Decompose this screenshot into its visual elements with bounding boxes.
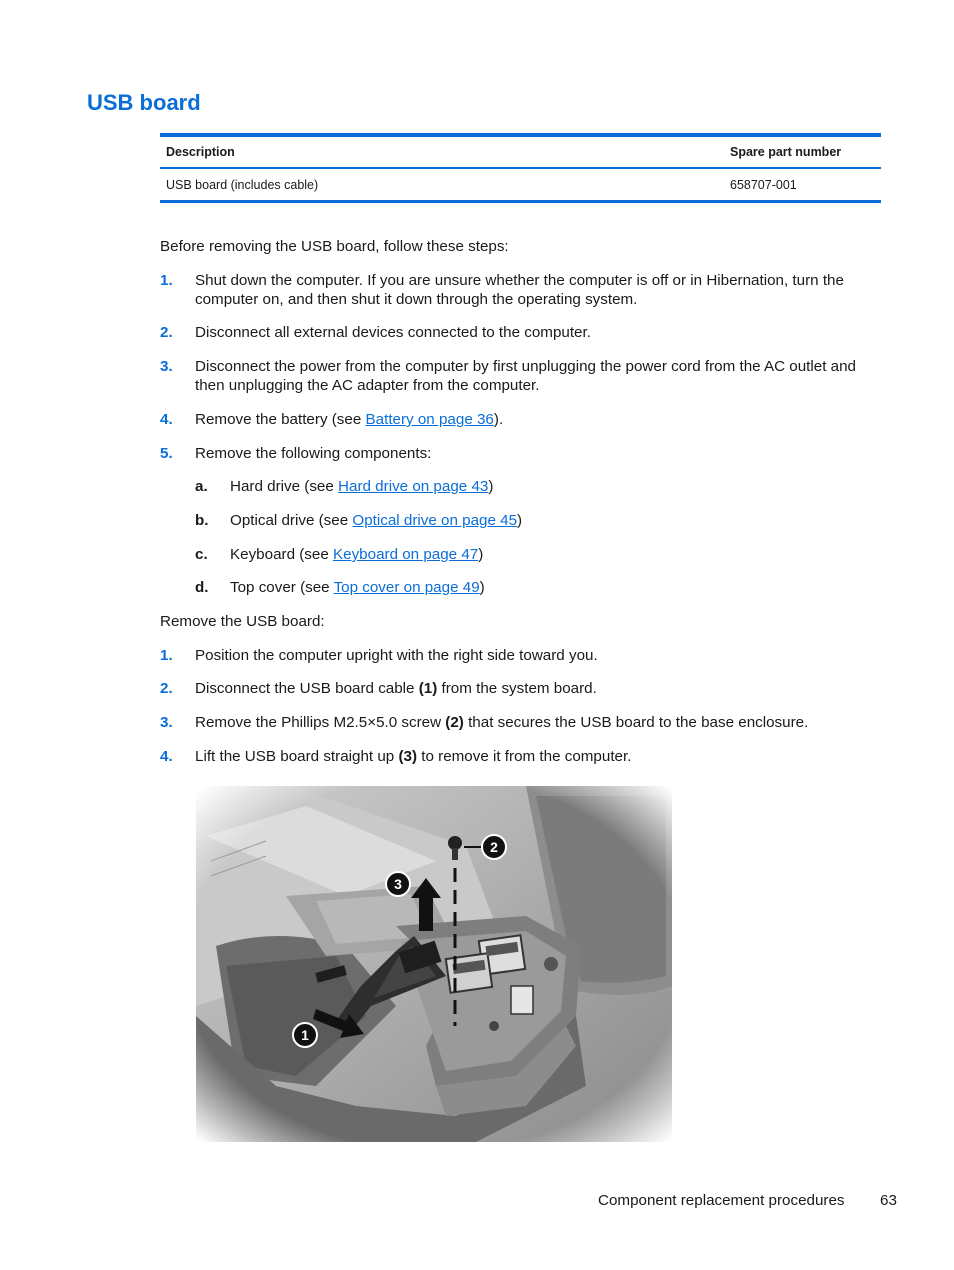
remove-intro-text: Remove the USB board: [160, 613, 325, 630]
component-item-a [195, 477, 875, 496]
sub-step-pre: Top cover (see [230, 579, 334, 596]
step-text [195, 713, 880, 732]
table-header-part-number: Spare part number [730, 145, 842, 159]
usb-board-removal-figure [196, 786, 672, 1142]
step-text: Remove the following components: [195, 445, 432, 462]
step-text-pre: Lift the USB board straight up [195, 748, 399, 765]
callout-1-label: 1 [301, 1027, 309, 1043]
callout-3 [386, 872, 410, 896]
table-header-row [160, 137, 881, 169]
sub-step-pre: Keyboard (see [230, 546, 333, 563]
remove-step-3 [160, 713, 880, 732]
keyboard-link[interactable]: Keyboard on page 47 [333, 546, 479, 563]
step-number: 3. [160, 358, 173, 375]
callout-1 [293, 1023, 317, 1047]
sub-step-pre: Optical drive (see [230, 512, 353, 529]
step-text: Shut down the computer. If you are unsure whether the computer is off or in Hibernation, turn the computer on, and then shut it down through the operating system. [195, 272, 844, 308]
intro-text: Before removing the USB board, follow these steps: [160, 238, 509, 255]
pre-step-1 [160, 271, 880, 309]
sub-step-post: ) [517, 512, 523, 529]
footer-page-number: 63 [880, 1192, 897, 1209]
sub-step-letter: b. [195, 512, 209, 529]
step-number: 4. [160, 411, 173, 428]
sub-step-letter: d. [195, 579, 209, 596]
sub-step-letter: c. [195, 546, 208, 563]
step-number: 2. [160, 324, 173, 341]
pre-step-3 [160, 357, 880, 395]
table-cell-description: USB board (includes cable) [166, 177, 319, 192]
hard-drive-link[interactable]: Hard drive on page 43 [338, 478, 489, 495]
step-text: Disconnect all external devices connected to the computer. [195, 324, 591, 341]
optical-drive-link[interactable]: Optical drive on page 45 [352, 512, 518, 529]
table-header-description: Description [166, 145, 235, 159]
pre-step-4 [160, 410, 880, 429]
pre-step-2 [160, 323, 880, 342]
component-item-d [195, 578, 875, 597]
callout-3-label: 3 [394, 876, 402, 892]
step-text-pre: Position the computer upright with the right side toward you. [195, 647, 598, 664]
step-number: 1. [160, 647, 173, 664]
step-text-pre: Remove the battery (see [195, 411, 366, 428]
footer-section-title: Component replacement procedures [598, 1192, 845, 1209]
step-text-pre: Disconnect the USB board cable [195, 680, 419, 697]
callout-ref: (3) [398, 748, 418, 765]
sub-step-text [230, 578, 875, 597]
step-number: 3. [160, 714, 173, 731]
top-cover-link[interactable]: Top cover on page 49 [333, 579, 480, 596]
remove-step-4 [160, 747, 880, 766]
page-title: USB board [87, 90, 201, 115]
sub-step-text [230, 545, 875, 564]
battery-link[interactable]: Battery on page 36 [365, 411, 494, 428]
step-text [195, 679, 880, 698]
sub-step-pre: Hard drive (see [230, 478, 339, 495]
step-number: 1. [160, 272, 173, 289]
step-text [195, 646, 880, 665]
remove-step-2 [160, 679, 880, 698]
pre-step-5 [160, 444, 880, 463]
step-text [195, 747, 880, 766]
sub-step-post: ) [488, 478, 494, 495]
table-row [160, 169, 881, 200]
step-text-post: to remove it from the computer. [417, 748, 632, 765]
callout-ref: (2) [445, 714, 464, 731]
step-text: Disconnect the power from the computer by first unplugging the power cord from the AC outlet and then unplugging the AC adapter from the computer. [195, 358, 857, 394]
callout-2-label: 2 [490, 839, 498, 855]
sub-step-text [230, 477, 875, 496]
step-text-post: from the system board. [437, 680, 597, 697]
step-text [195, 410, 880, 429]
step-text-post: that secures the USB board to the base enclosure. [463, 714, 809, 731]
component-item-c [195, 545, 875, 564]
step-text-pre: Remove the Phillips M2.5×5.0 screw [195, 714, 446, 731]
table-cell-part-number: 658707-001 [730, 177, 797, 192]
step-number: 5. [160, 445, 173, 462]
sub-step-post: ) [478, 546, 484, 563]
sub-step-text [230, 511, 875, 530]
spare-parts-table [160, 133, 881, 203]
component-item-b [195, 511, 875, 530]
remove-step-1 [160, 646, 880, 665]
step-number: 2. [160, 680, 173, 697]
step-text-post: ). [493, 411, 504, 428]
callout-2 [482, 835, 506, 859]
step-number: 4. [160, 748, 173, 765]
callout-ref: (1) [418, 680, 438, 697]
sub-step-post: ) [479, 579, 485, 596]
sub-step-letter: a. [195, 478, 208, 495]
